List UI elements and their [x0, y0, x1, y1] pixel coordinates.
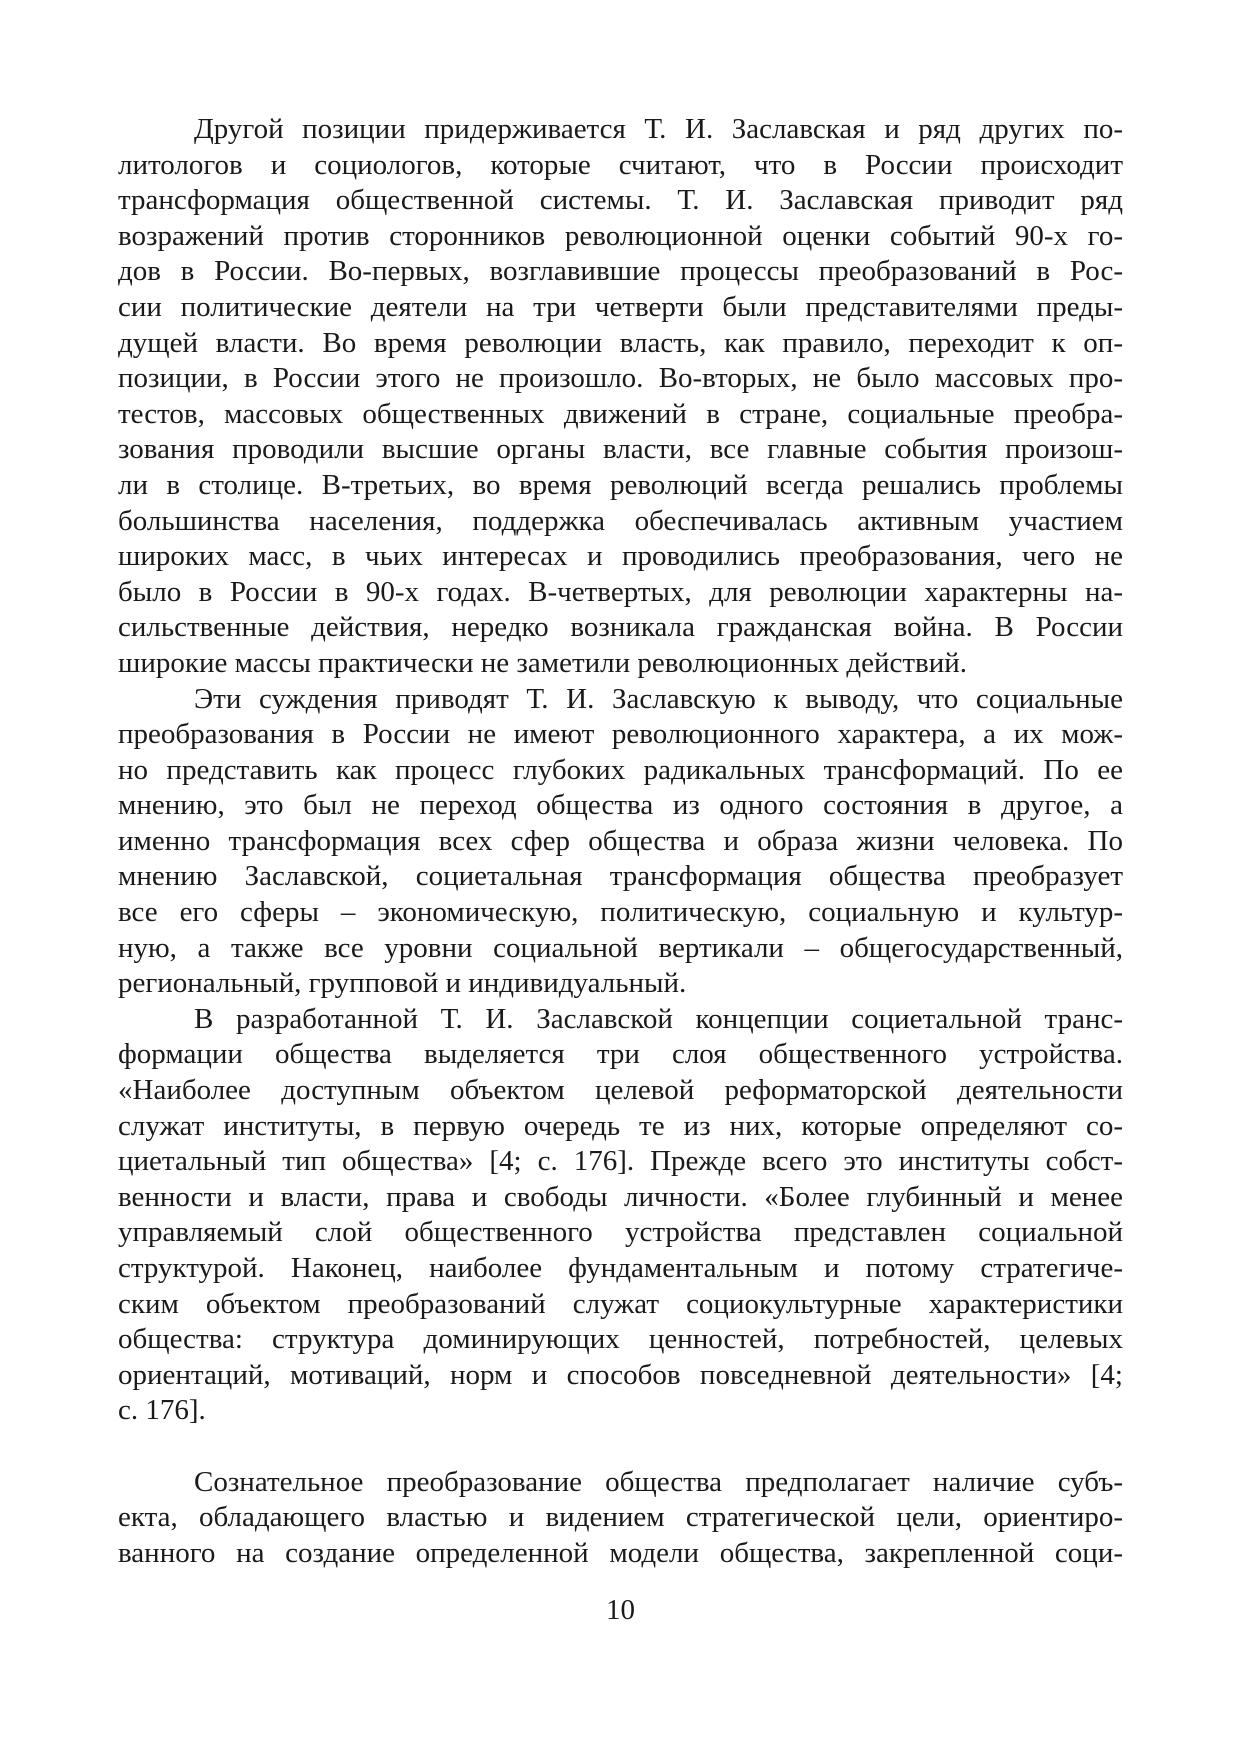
text-line: региональный, групповой и индивидуальный.	[118, 967, 687, 1000]
text-line: В разработанной Т. И. Заславской концепции социетальной транс-	[194, 1002, 1123, 1035]
paragraph-gap	[118, 1429, 1123, 1465]
text-line: все его сферы – экономическую, политическую, социальную и культур-	[118, 896, 1123, 929]
text-line: сильственные действия, нередко возникала гражданская война. В России	[118, 611, 1123, 644]
text-line: широкие массы практически не заметили революционных действий.	[118, 646, 968, 679]
text-line: «Наиболее доступным объектом целевой реформаторской деятельности	[118, 1074, 1123, 1107]
text-line: мнению Заславской, социетальная трансформация общества преобразует	[118, 860, 1123, 893]
text-line: Другой позиции придерживается Т. И. Заславская и ряд других по-	[194, 113, 1123, 145]
body-text	[118, 112, 1123, 1571]
text-line: Эти суждения приводят Т. И. Заславскую к выводу, что социальные	[194, 682, 1123, 715]
text-line: дущей власти. Во время революции власть, как правило, переходит к оп-	[118, 326, 1123, 359]
text-line: екта, обладающего властью и видением стратегической цели, ориентиро-	[118, 1501, 1123, 1534]
text-line: формации общества выделяется три слоя общественного устройства.	[118, 1038, 1123, 1071]
text-line: позиции, в России этого не произошло. Во-вторых, не было массовых про-	[118, 362, 1123, 395]
text-line: ориентаций, мотиваций, норм и способов повседневной деятельности» [4;	[118, 1358, 1123, 1391]
text-line: широких масс, в чьих интересах и проводились преобразования, чего не	[118, 540, 1123, 573]
text-line: литологов и социологов, которые считают, что в России происходит	[118, 148, 1123, 181]
text-line: циетальный тип общества» [4; с. 176]. Прежде всего это институты собст-	[118, 1145, 1123, 1178]
text-line: тестов, массовых общественных движений в стране, социальные преобра-	[118, 397, 1123, 430]
text-line: структурой. Наконец, наиболее фундаментальным и потому стратегиче-	[118, 1252, 1123, 1284]
text-line: но представить как процесс глубоких радикальных трансформаций. По ее	[118, 753, 1123, 786]
text-line: мнению, это был не переход общества из одного состояния в другое, а	[118, 789, 1123, 822]
text-line: преобразования в России не имеют революционного характера, а их мож-	[118, 718, 1123, 751]
text-line: с. 176].	[118, 1394, 206, 1427]
text-line: ную, а также все уровни социальной вертикали – общегосударственный,	[118, 931, 1123, 964]
text-line: большинства населения, поддержка обеспечивалась активным участием	[118, 504, 1123, 537]
text-line: сии политические деятели на три четверти были представителями преды-	[118, 290, 1123, 323]
text-line: именно трансформация всех сфер общества и образа жизни человека. По	[118, 824, 1123, 857]
text-line: общества: структура доминирующих ценностей, потребностей, целевых	[118, 1323, 1123, 1356]
text-line: ским объектом преобразований служат социокультурные характеристики	[118, 1287, 1123, 1320]
text-line: служат институты, в первую очередь те из них, которые определяют со-	[118, 1109, 1123, 1142]
text-line: трансформация общественной системы. Т. И. Заславская приводит ряд	[118, 184, 1123, 217]
text-line: ванного на создание определенной модели общества, закрепленной соци-	[118, 1536, 1123, 1569]
text-line: возражений против сторонников революционной оценки событий 90-х го-	[118, 219, 1123, 252]
text-line: ли в столице. В-третьих, во время революций всегда решались проблемы	[118, 468, 1123, 501]
page-number: 10	[606, 1594, 635, 1626]
text-line: Сознательное преобразование общества предполагает наличие субъ-	[194, 1465, 1123, 1498]
text-line: зования проводили высшие органы власти, все главные события произош-	[118, 433, 1123, 466]
text-line: было в России в 90-х годах. В-четвертых, для революции характерны на-	[118, 575, 1123, 608]
text-line: дов в России. Во-первых, возглавившие процессы преобразований в Рос-	[118, 255, 1123, 288]
text-line: управляемый слой общественного устройства представлен социальной	[118, 1216, 1123, 1249]
text-line: венности и власти, права и свободы личности. «Более глубинный и менее	[118, 1180, 1123, 1213]
